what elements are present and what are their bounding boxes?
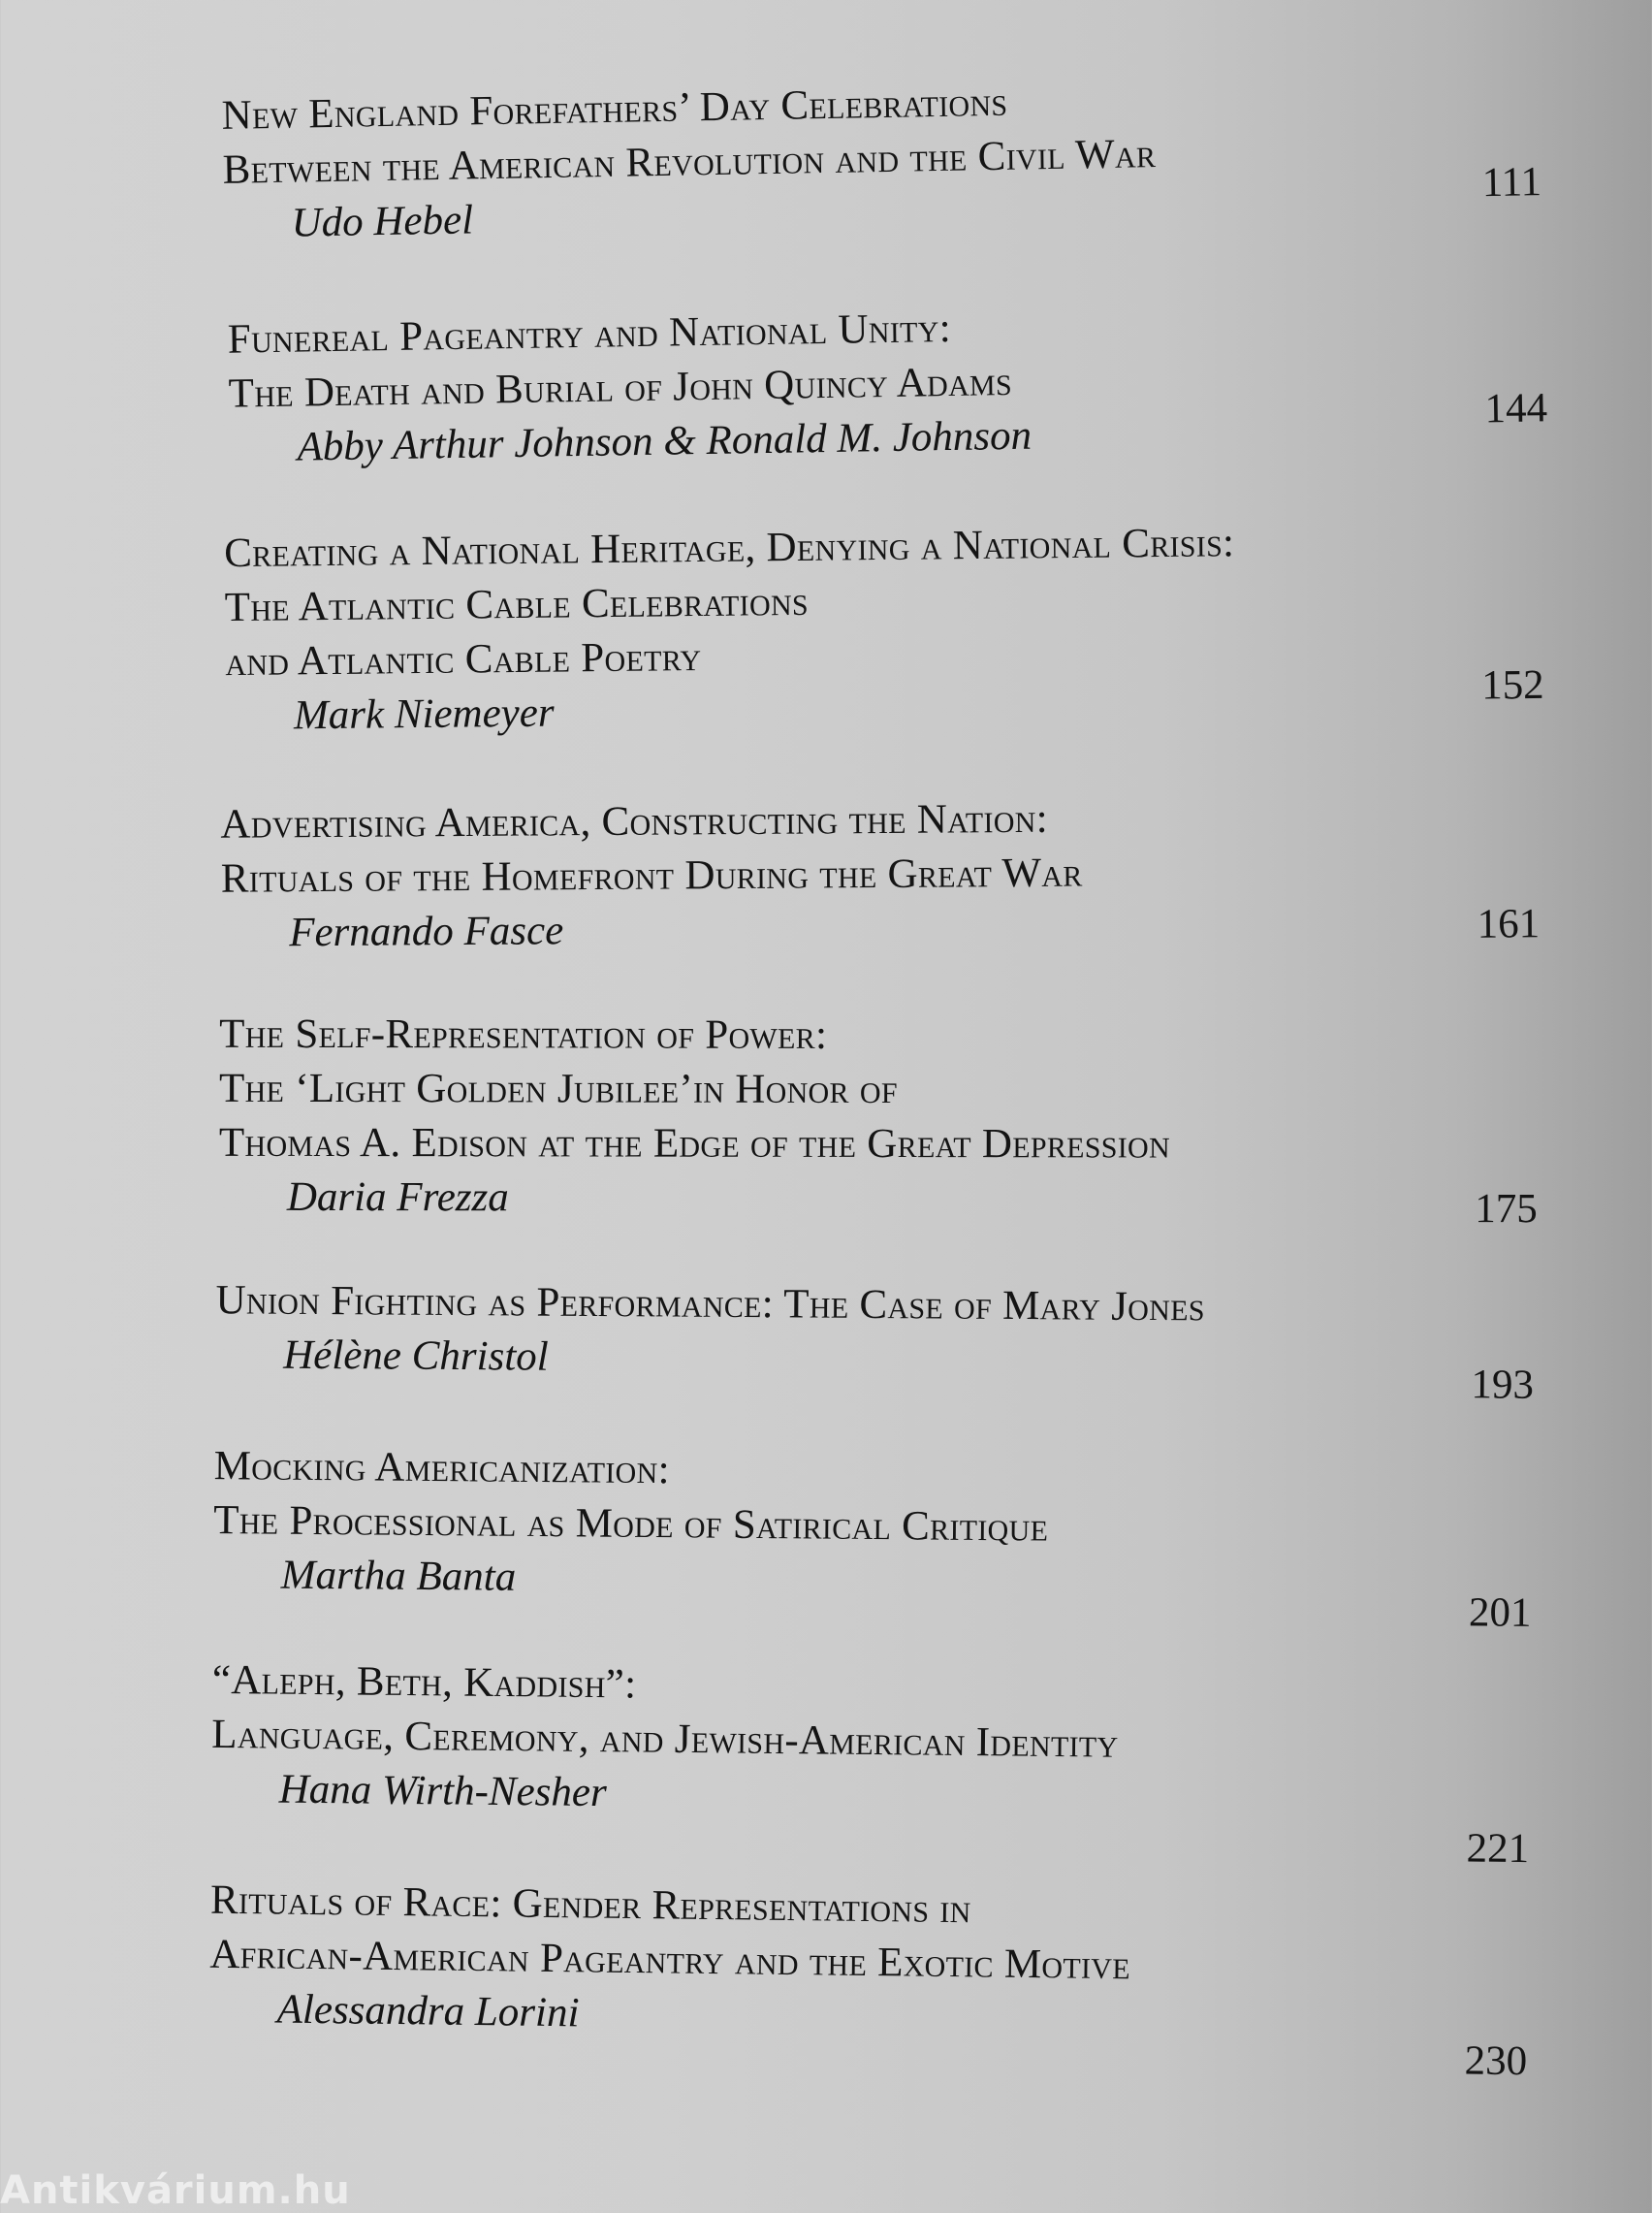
- entry-title-line: Funereal Pageantry and National Unity:: [227, 305, 952, 363]
- entry-title-line: Advertising America, Constructing the Nation:: [220, 795, 1049, 848]
- entry-title-line: Thomas A. Edison at the Edge of the Great Depression: [218, 1119, 1171, 1168]
- entry-author: Alessandra Lorini: [276, 1986, 580, 2037]
- entry-title-line: The ‘Light Golden Jubilee’in Honor of: [219, 1065, 898, 1113]
- entry-title-line: and Atlantic Cable Poetry: [225, 633, 702, 686]
- entry-page-number: 111: [1481, 159, 1542, 207]
- entry-author: Hana Wirth-Nesher: [278, 1766, 607, 1816]
- watermark: Antikvárium.hu: [0, 2168, 351, 2213]
- entry-page-number: 193: [1471, 1362, 1535, 1408]
- entry-title-line: New England Forefathers’ Day Celebrations: [221, 79, 1008, 139]
- entry-title-line: African-American Pageantry and the Exotic Motive: [209, 1931, 1131, 1989]
- entry-title-line: The Atlantic Cable Celebrations: [224, 578, 810, 631]
- toc-entry: [227, 292, 1548, 526]
- toc-entry: [210, 1653, 1531, 1880]
- entry-title-line: Rituals of the Homefront During the Great War: [220, 850, 1083, 902]
- entry-title-line: The Death and Burial of John Quincy Adams: [228, 358, 1013, 417]
- toc-entry: [221, 66, 1543, 303]
- entry-title-line: Mocking Americanization:: [213, 1443, 671, 1493]
- entry-author: Hélène Christol: [283, 1331, 549, 1380]
- entry-page-number: 201: [1468, 1589, 1532, 1636]
- entry-page-number: 221: [1466, 1825, 1530, 1873]
- entry-page-number: 175: [1475, 1186, 1538, 1233]
- entry-page-number: 144: [1484, 385, 1548, 433]
- entry-page-number: 152: [1480, 661, 1544, 709]
- toc-entry: [220, 788, 1541, 1010]
- entry-title-line: Language, Ceremony, and Jewish-American Identity: [211, 1711, 1119, 1767]
- entry-title-line: Between the American Revolution and the Civil War: [222, 131, 1157, 193]
- entry-title-line: Rituals of Race: Gender Representations in: [209, 1876, 971, 1933]
- entry-page-number: 230: [1464, 2037, 1528, 2085]
- toc-entry: [208, 1874, 1530, 2103]
- toc-entry: [224, 513, 1544, 740]
- entry-title-line: The Processional as Mode of Satirical Critique: [213, 1497, 1049, 1551]
- entry-author: Fernando Fasce: [289, 908, 564, 956]
- entry-title-line: Union Fighting as Performance: The Case of Mary Jones: [215, 1277, 1205, 1331]
- entry-title-line: The Self-Representation of Power:: [219, 1010, 828, 1058]
- entry-author: Abby Arthur Johnson & Ronald M. Johnson: [297, 412, 1032, 470]
- entry-author: Martha Banta: [280, 1552, 517, 1600]
- toc-entry: [218, 1008, 1538, 1233]
- entry-author: Daria Frezza: [286, 1173, 509, 1221]
- entry-author: Udo Hebel: [291, 197, 474, 246]
- entry-page-number: 161: [1477, 901, 1541, 947]
- entry-author: Mark Niemeyer: [293, 690, 555, 739]
- entry-title-line: “Aleph, Beth, Kaddish”:: [211, 1656, 637, 1708]
- toc-entry: [212, 1439, 1533, 1664]
- entry-title-line: Creating a National Heritage, Denying a National Crisis:: [223, 520, 1235, 577]
